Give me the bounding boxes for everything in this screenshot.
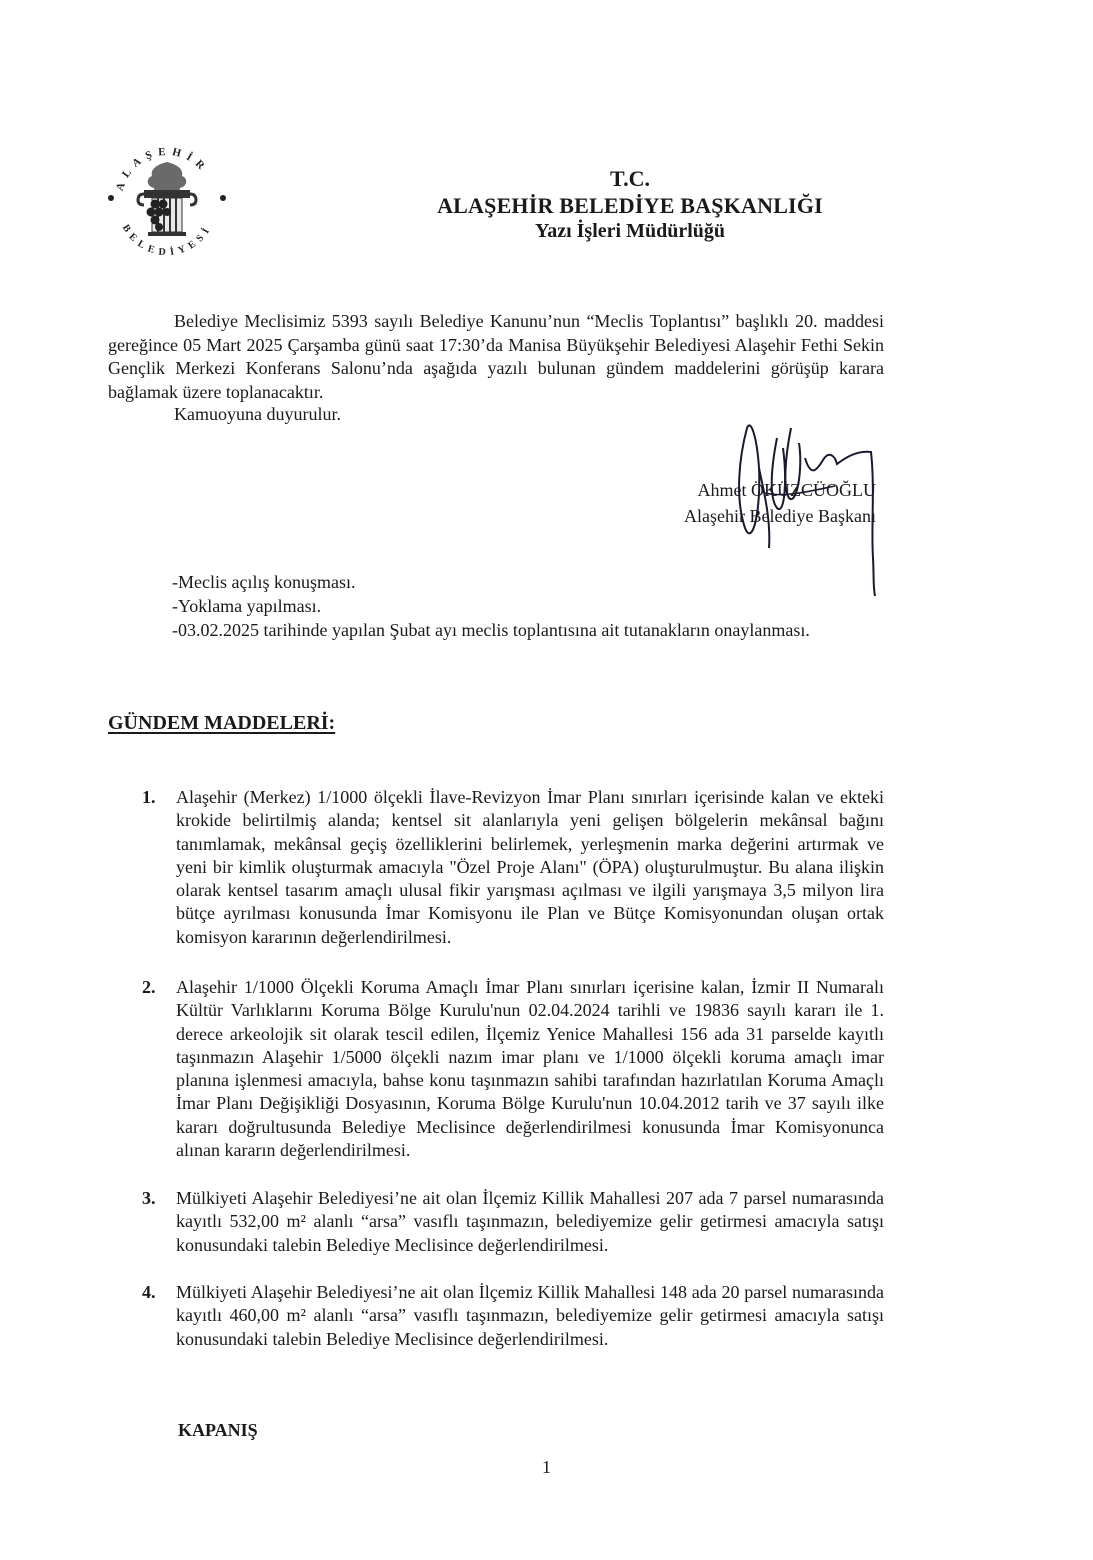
agenda-item-text: Alaşehir (Merkez) 1/1000 ölçekli İlave-Revizyon İmar Planı sınırları içerisinde kalan ve ekteki krokide belirtilmiş alanda; kentsel sit alanlarıyla yeni gelişen bölgelerin mekânsal bağını tanımlamak, mekânsal geçiş özelliklerini belirlemek, yerleşmenin marka değerini artırmak ve yeni bir kimlik oluşturmak amacıyla "Özel Proje Alanı" (ÖPA) oluşturulmuştur. Bu alana ilişkin olarak kentsel tasarım amaçlı ulusal fikir yarışması açılması ve ilgili yarışmaya 3,5 milyon lira bütçe ayrılması konusunda İmar Komisyonu ile Plan ve Bütçe Komisyonundan oluşan ortak komisyon kararının değerlendirilmesi. bbox=[176, 787, 884, 947]
agenda-item-number: 1. bbox=[142, 787, 156, 807]
agenda-item bbox=[142, 1187, 884, 1257]
opening-items-list bbox=[172, 570, 810, 642]
header-title: ALAŞEHİR BELEDİYE BAŞKANLIĞI bbox=[437, 193, 823, 218]
agenda-heading: GÜNDEM MADDELERİ: bbox=[108, 712, 336, 734]
agenda-item-number: 3. bbox=[142, 1188, 156, 1208]
closing-label: KAPANIŞ bbox=[178, 1420, 258, 1440]
opening-item: -03.02.2025 tarihinde yapılan Şubat ayı meclis toplantısına ait tutanakların onaylanması. bbox=[172, 620, 810, 640]
seal-ring-text-bottom: BELEDİYESİ bbox=[119, 222, 215, 259]
signer-title: Alaşehir Belediye Başkanı bbox=[684, 506, 876, 526]
intro-paragraph: Belediye Meclisimiz 5393 sayılı Belediye Kanunu’nun “Meclis Toplantısı” başlıklı 20. maddesi gereğince 05 Mart 2025 Çarşamba günü saat 17:30’da Manisa Büyükşehir Belediyesi Alaşehir Fethi Sekin Gençlik Merkezi Konferans Salonu’nda aşağıda yazılı bulunan gündem maddelerini görüşüp karara bağlamak üzere toplanacaktır. bbox=[108, 311, 884, 402]
agenda-item-text: Alaşehir 1/1000 Ölçekli Koruma Amaçlı İmar Planı sınırları içerisine kalan, İzmir II Numaralı Kültür Varlıklarını Koruma Bölge Kurulu'nun 02.04.2024 tarihli ve 19836 sayılı kararı ile 1. derece arkeolojik sit olarak tescil edilen, İlçemiz Yenice Mahallesi 156 ada 31 parselde kayıtlı taşınmazın Alaşehir 1/5000 ölçekli nazım imar planı ve 1/1000 ölçekli koruma amaçlı imar planına işlenmesi amacıyla, bahse konu taşınmazın sahibi tarafından hazırlatılan Koruma Amaçlı İmar Planı Değişikliği Dosyasının, Koruma Bölge Kurulu'nun 10.04.2012 tarih ve 37 sayılı ilke kararı doğrultusunda Belediye Meclisince değerlendirilmesi konusunda İmar Komisyonunca alınan kararın değerlendirilmesi. bbox=[176, 977, 884, 1161]
signer-name: Ahmet ÖKÜZCÜOĞLU bbox=[697, 480, 876, 500]
agenda-item bbox=[142, 786, 884, 949]
page-number: 1 bbox=[542, 1457, 551, 1477]
header-subtitle: Yazı İşleri Müdürlüğü bbox=[534, 220, 726, 242]
opening-item: -Meclis açılış konuşması. bbox=[172, 572, 356, 592]
agenda-item-text: Mülkiyeti Alaşehir Belediyesi’ne ait olan İlçemiz Killik Mahallesi 148 ada 20 parsel numarasında kayıtlı 460,00 m² alanlı “arsa” vasıflı taşınmazın, belediyemize gelir getirmesi amacıyla satışı konusundaki talebin Belediye Meclisince değerlendirilmesi. bbox=[176, 1282, 884, 1349]
agenda-item bbox=[142, 1281, 884, 1351]
announcement: Kamuoyuna duyurulur. bbox=[174, 404, 341, 424]
agenda-item bbox=[142, 976, 884, 1162]
municipality-seal-logo bbox=[104, 134, 230, 260]
opening-item: -Yoklama yapılması. bbox=[172, 596, 322, 616]
agenda-item-number: 2. bbox=[142, 977, 156, 997]
signature-mark bbox=[725, 398, 885, 598]
agenda-item-text: Mülkiyeti Alaşehir Belediyesi’ne ait olan İlçemiz Killik Mahallesi 207 ada 7 parsel numarasında kayıtlı 532,00 m² alanlı “arsa” vasıflı taşınmazın, belediyemize gelir getirmesi amacıyla satışı konusundaki talebin Belediye Meclisince değerlendirilmesi. bbox=[176, 1188, 884, 1255]
header-tc: T.C. bbox=[610, 166, 650, 191]
seal-ring-text-top: ALAŞEHİR bbox=[113, 145, 211, 193]
agenda-item-number: 4. bbox=[142, 1282, 156, 1302]
